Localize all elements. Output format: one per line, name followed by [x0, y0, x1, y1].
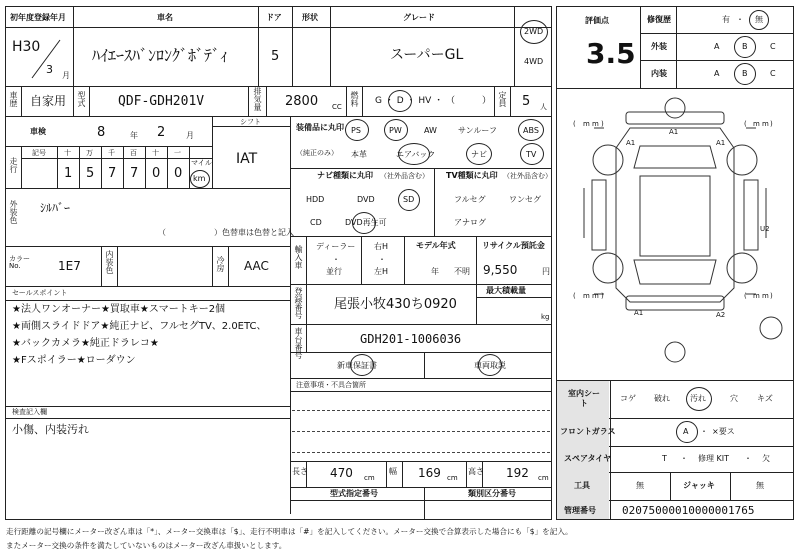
spare-tire-dot2: ・ — [744, 454, 752, 463]
inspector-text: 小傷、内装汚れ — [12, 423, 89, 436]
svg-text:(: ( — [573, 120, 576, 128]
first-reg-month-unit: 月 — [62, 71, 70, 80]
svg-text:m m: m m — [583, 120, 599, 128]
equip-abs: ABS — [523, 126, 539, 135]
capacity-unit: 人 — [540, 103, 547, 111]
height-unit: cm — [538, 474, 549, 482]
inspection-month: 2 — [157, 125, 166, 140]
svg-text:(: ( — [744, 292, 747, 300]
front-glass-a: A — [683, 427, 689, 436]
management-value: 02075000010000001765 — [622, 504, 755, 517]
shift-value: IAT — [236, 151, 258, 167]
navi-type-sublabel: （社外品含む） — [380, 172, 429, 180]
equip-tv: TV — [526, 150, 537, 159]
equip-navi: ナビ — [471, 150, 487, 159]
spare-tire-kit: 修理 KIT — [698, 454, 730, 463]
main-sheet-frame — [5, 6, 552, 520]
type-cert-label: 型式指定番号 — [330, 489, 378, 498]
repair-no: 無 — [755, 15, 763, 24]
jack-label: ジャッキ — [683, 481, 715, 490]
svg-text:): ) — [601, 120, 604, 128]
import-parallel-dot: ・ — [332, 255, 340, 264]
mileage-digit-5: 0 — [174, 166, 183, 181]
svg-text:m m: m m — [583, 292, 599, 300]
length-label: 長さ — [292, 467, 308, 476]
management-label: 管理番号 — [564, 506, 596, 515]
model-label: 型式 — [77, 91, 86, 107]
model-year-label: モデル年式 — [416, 241, 456, 250]
ac-value: AAC — [244, 259, 269, 273]
mileage-digit-4: 0 — [152, 166, 161, 181]
inspection-year: 8 — [97, 125, 106, 140]
sales-points-label: セールスポイント — [12, 289, 68, 297]
equip-leather: 本革 — [351, 150, 367, 159]
navi-type-label: ナビ種類に丸印 — [317, 171, 373, 180]
width-unit: cm — [447, 474, 458, 482]
import-right-h: 右H — [374, 242, 389, 251]
width-label: 幅 — [389, 467, 397, 476]
interior-c: C — [770, 69, 776, 78]
first-reg-label: 初年度登録年月 — [10, 13, 66, 22]
svg-text:): ) — [770, 292, 773, 300]
inspection-month-unit: 月 — [186, 131, 194, 140]
color-no-value: 1E7 — [58, 259, 81, 273]
door-value: 5 — [271, 49, 280, 64]
damage-label-front: A1 — [669, 128, 679, 136]
notes-label: 注意事項・不具合箇所 — [296, 381, 366, 389]
displacement-value: 2800 — [285, 94, 319, 109]
interior-label: 内装 — [651, 69, 667, 78]
inspector-label: 検査記入欄 — [12, 408, 47, 416]
interior-sheet-label: 室内シート — [568, 389, 600, 409]
tv-oneseg: ワンセグ — [509, 195, 541, 204]
footer-line-2: またメーター交換の条件を満たしていないものはメーター改ざん車扱いとします。 — [6, 541, 287, 550]
exterior-c: C — [770, 42, 776, 51]
score-label: 評価点 — [585, 16, 609, 25]
spare-tire-dot1: ・ — [680, 454, 688, 463]
cc-unit: CC — [332, 103, 342, 111]
model-year-value: 不明 — [454, 267, 470, 276]
equipment-sublabel: （純正のみ） — [296, 149, 338, 157]
recycle-label: リサイクル預託金 — [482, 241, 545, 250]
sheet-yogore: 汚れ — [690, 394, 706, 403]
equip-ps: PS — [351, 126, 361, 135]
new-car-guarantee: 新車保証書 — [337, 361, 377, 370]
car-damage-diagram — [556, 88, 794, 380]
interior-a: A — [714, 69, 720, 78]
fuel-d-circle — [388, 90, 412, 112]
tv-analog: アナログ — [454, 218, 486, 227]
first-reg-year: H30 — [12, 39, 41, 55]
svg-text:(: ( — [573, 292, 576, 300]
km-label: km — [193, 174, 206, 183]
drive-4wd: 4WD — [524, 57, 544, 66]
import-parallel: 並行 — [326, 267, 342, 276]
color-no-label: カラーNo. — [9, 255, 30, 270]
mileage-digit-1: 5 — [86, 166, 95, 181]
damage-label-side: U2 — [760, 225, 770, 233]
svg-text:m m: m m — [753, 292, 769, 300]
equip-pw: PW — [389, 126, 402, 135]
exterior-b: B — [742, 42, 748, 51]
vehicle-manual: 車両取説 — [474, 361, 506, 370]
inspection-label: 車検 — [30, 127, 46, 136]
height-label: 高さ — [468, 467, 484, 476]
ac-label: 冷房 — [216, 256, 225, 272]
registration-label: 登録番号 — [294, 287, 303, 319]
registration-value: 尾張小牧430ち0920 — [334, 297, 457, 312]
front-glass-dot: ・ — [700, 427, 708, 436]
sheet-kizu: キズ — [757, 394, 773, 403]
score-value: 3.5 — [586, 37, 636, 70]
interior-b: B — [742, 69, 748, 78]
digit-header-5: 一 — [174, 149, 181, 157]
length-unit: cm — [364, 474, 375, 482]
damage-label-left: A1 — [626, 139, 636, 147]
exterior-a: A — [714, 42, 720, 51]
equip-sunroof: サンルーフ — [458, 126, 497, 135]
damage-label-rear-left: A1 — [634, 309, 644, 317]
shift-label: シフト — [240, 118, 261, 126]
displacement-label: 排気量 — [253, 87, 262, 111]
max-load-unit: kg — [541, 313, 550, 321]
exterior-label: 外装 — [651, 42, 667, 51]
digit-header-3: 百 — [130, 149, 137, 157]
tv-type-sublabel: （社外品含む） — [503, 172, 552, 180]
sheet-yabure: 破れ — [654, 394, 670, 403]
door-label: ドア — [266, 13, 282, 22]
mileage-digit-2: 7 — [108, 166, 117, 181]
import-label: 輸入車 — [294, 245, 303, 269]
usage-label: 車歴 — [9, 91, 18, 107]
spare-tire-t: T — [662, 454, 667, 463]
spare-tire-none: 欠 — [762, 454, 770, 463]
mileage-digit-3: 7 — [130, 166, 139, 181]
spare-tire-label: スペアタイヤ — [564, 454, 612, 463]
equipment-label: 装備品に丸印 — [296, 123, 344, 132]
first-reg-month: 3 — [46, 63, 53, 76]
fuel-label: 燃料 — [350, 91, 359, 107]
digit-header-2: 千 — [108, 149, 115, 157]
fuel-options: G ・ D ・ HV ・ （ ） — [375, 96, 491, 106]
repair-label: 修復歴 — [647, 15, 671, 24]
import-left-h: 左H — [374, 267, 389, 276]
sales-point-3: ★Fスポイラー★ローダウン — [12, 355, 136, 366]
sheet-ana: 穴 — [730, 394, 738, 403]
front-glass-label: フロントガラス — [560, 427, 616, 436]
repair-yes: 有 — [722, 15, 730, 24]
mile-label: マイル — [191, 159, 212, 167]
color-note: （ ）色替車は色替と記入 — [158, 228, 294, 237]
interior-color-label: 内装色 — [105, 250, 114, 274]
navi-hdd: HDD — [306, 195, 325, 204]
color-value: ｼﾙﾊﾞｰ — [40, 201, 71, 215]
mileage-label: 走行 — [9, 157, 18, 173]
navi-cd: CD — [310, 218, 322, 227]
import-dealer: ディーラー — [316, 242, 356, 251]
sales-point-0: ★法人ワンオーナー★買取車★スマートキー2個 — [12, 304, 226, 315]
drive-2wd: 2WD — [524, 27, 544, 36]
car-name-label: 車名 — [157, 13, 173, 22]
svg-text:): ) — [770, 120, 773, 128]
svg-text:m m: m m — [753, 120, 769, 128]
navi-dvd-play: DVD再生可 — [345, 218, 387, 227]
import-lr-dot: ・ — [378, 255, 386, 264]
grade-label: グレード — [403, 13, 435, 22]
jack-value: 無 — [756, 481, 764, 490]
chassis-label: 車台番号 — [294, 327, 303, 359]
capacity-value: 5 — [522, 94, 531, 109]
usage-value: 自家用 — [30, 94, 67, 108]
chassis-value: GDH201-1006036 — [360, 332, 462, 346]
height-value: 192 — [506, 466, 529, 480]
recycle-value: 9,550 — [483, 263, 518, 277]
footer-line-1: 走行距離の記号欄にメーター改ざん車は「*」、メーター交換車は「$」、走行不明車は「#」を記入してください。メーター交換で合算表示した場合にも「$」を記入。 — [6, 527, 573, 536]
digit-header-1: 万 — [86, 149, 93, 157]
damage-label-rear: A2 — [716, 311, 726, 319]
equip-airbag: エアバック — [396, 150, 436, 159]
damage-label-right: A1 — [716, 139, 726, 147]
tools-value: 無 — [636, 481, 644, 490]
color-label: 外装色 — [9, 200, 18, 224]
equip-aw: AW — [424, 126, 437, 135]
tv-type-label: TV種類に丸印 — [446, 171, 498, 180]
svg-text:(: ( — [744, 120, 747, 128]
model-year-unit: 年 — [431, 267, 439, 276]
recycle-unit: 円 — [542, 267, 550, 276]
navi-sd: SD — [403, 195, 415, 204]
sales-point-1: ★両側スライドドア★純正ナビ、フルセグTV、2.0ETC、 — [12, 321, 267, 332]
mileage-symbol-label: 記号 — [32, 149, 46, 157]
repair-dot: ・ — [736, 15, 744, 24]
model-value: QDF-GDH201V — [118, 94, 205, 109]
navi-dvd: DVD — [357, 195, 375, 204]
length-value: 470 — [330, 466, 353, 480]
front-glass-x: ×要ス — [712, 427, 735, 436]
sales-point-2: ★バックカメラ★純正ドラレコ★ — [12, 338, 159, 349]
digit-header-0: 十 — [64, 149, 71, 157]
grade-value: スーパーGL — [390, 47, 464, 63]
inspection-year-unit: 年 — [130, 131, 138, 140]
max-load-label: 最大積載量 — [486, 286, 526, 295]
shape-label: 形状 — [302, 13, 318, 22]
car-name-value: ﾊｲｴｰｽﾊﾞﾝﾛﾝｸﾞﾎﾞﾃﾞｨ — [92, 46, 229, 65]
digit-header-4: 十 — [152, 149, 159, 157]
sheet-koge: コゲ — [620, 394, 636, 403]
tools-label: 工具 — [574, 481, 590, 490]
tv-fullseg: フルセグ — [454, 195, 486, 204]
class-cert-label: 類別区分番号 — [468, 489, 516, 498]
svg-text:): ) — [601, 292, 604, 300]
capacity-label: 定員 — [498, 91, 507, 107]
mileage-digit-0: 1 — [64, 166, 73, 181]
width-value: 169 — [418, 466, 441, 480]
